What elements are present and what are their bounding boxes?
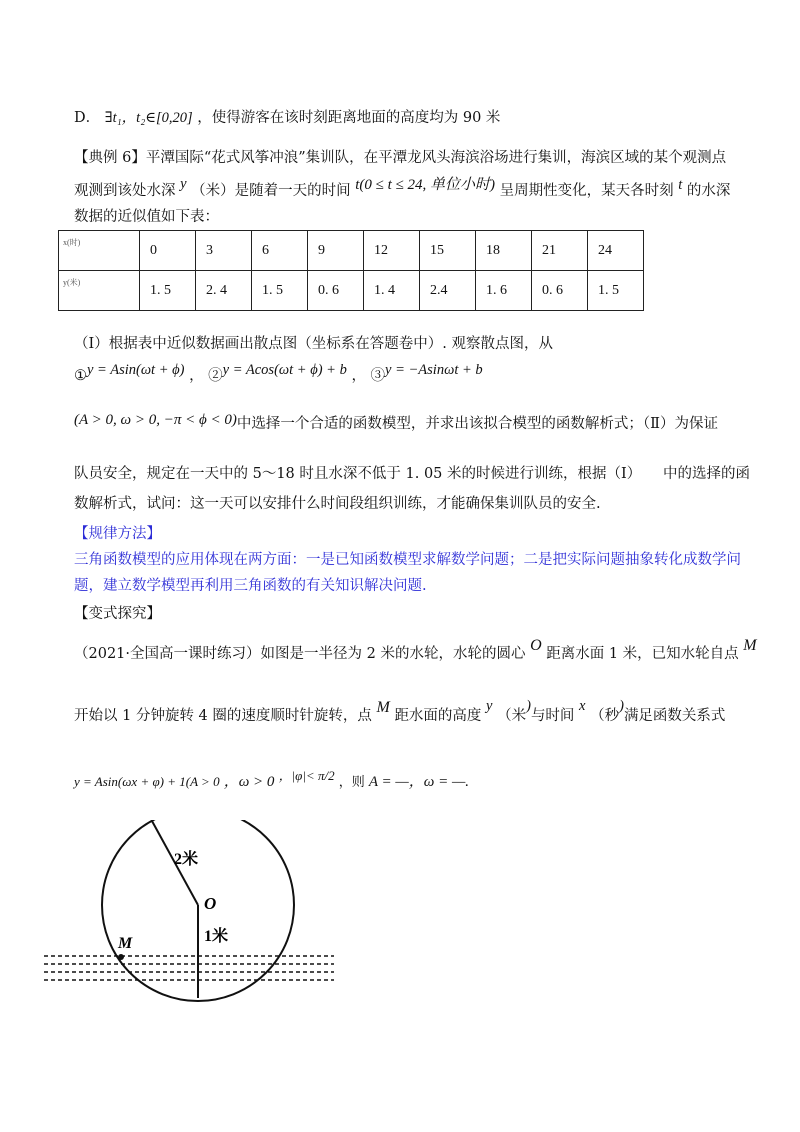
models-sep2: ，	[351, 368, 366, 384]
table-cell: 9	[308, 231, 364, 271]
table-cell: 15	[420, 231, 476, 271]
model1-formula: y = Asin(ωt + ϕ)	[87, 362, 185, 378]
variant-line1-a: （2021·全国高一课时练习）如图是一半径为 2 米的水轮，水轮的圆心	[74, 646, 526, 662]
var-y2: y	[486, 698, 493, 714]
model2-label: ②	[208, 368, 223, 384]
example6-line2-d: 的水深	[686, 183, 731, 199]
var-x: x	[579, 698, 586, 714]
water-wheel-diagram	[44, 820, 344, 1010]
center-label: O	[204, 894, 217, 913]
var-M2: M	[376, 699, 390, 716]
var-paren: )	[526, 698, 531, 714]
table-cell: 21	[532, 231, 588, 271]
height-label: 1米	[204, 928, 229, 945]
example6-line2	[74, 176, 731, 201]
part1-line3-text: 中选择一个合适的函数模型，并求出该拟合模型的函数解析式；（Ⅱ）为保证	[236, 416, 718, 432]
variant-answer: A = —，ω = —.	[368, 774, 470, 790]
water-wheel-figure	[44, 820, 344, 1014]
example6-line3: 数据的近似值如下表：	[74, 209, 219, 225]
point-m-label: M	[118, 935, 133, 952]
variant-line2-b: 距水面的高度	[394, 708, 482, 724]
row-header-y: y(米)	[59, 271, 140, 311]
data-table	[58, 230, 644, 311]
variant-line1-b: 距离水面 1 米，已知水轮自点	[546, 646, 739, 662]
variant-formula: y = Asin(ωx + φ) + 1(A > 0	[74, 774, 220, 789]
table-cell: 0. 6	[308, 271, 364, 311]
point-m-dot	[118, 954, 124, 960]
variant-cond2: ，|φ|< π/2	[278, 768, 335, 783]
table-cell: 1. 4	[364, 271, 420, 311]
example6-line1: 【典例 6】平潭国际“花式风筝冲浪”集训队，在平潭龙风头海滨浴场进行集训，海滨区域的某个观测点	[74, 150, 727, 166]
model3-formula: y = −Asinωt + b	[385, 362, 483, 378]
table-cell: 1. 5	[140, 271, 196, 311]
row-header-t: x(时)	[59, 231, 140, 271]
table-row-t	[59, 231, 644, 271]
table-cell: 0. 6	[532, 271, 588, 311]
table-cell: 3	[196, 231, 252, 271]
option-d-math: ∃t₁，t₂∈[0,20]	[104, 110, 193, 126]
method-line1: 三角函数模型的应用体现在两方面：一是已知函数模型求解数学问题；二是把实际问题抽象转化成数学问	[74, 552, 741, 568]
part1-models	[74, 362, 483, 386]
part1-line3	[74, 414, 718, 434]
example6-line2-b: （米）是随着一天的时间	[191, 183, 351, 199]
model1-label: ①	[74, 368, 87, 384]
example6-line2-a: 观测到该处水深	[74, 183, 176, 199]
variant-line1	[74, 637, 757, 664]
part1-line1: （Ⅰ）根据表中近似数据画出散点图（坐标系在答题卷中）. 观察散点图，从	[74, 336, 553, 352]
table-cell: 1. 5	[588, 271, 644, 311]
option-d-text: ，使得游客在该时刻距离地面的高度均为 90 米	[197, 110, 501, 126]
table-cell: 6	[252, 231, 308, 271]
example6-var-y: y	[180, 176, 187, 192]
model-conditions: (A > 0, ω > 0, −π < ϕ < 0)	[74, 412, 237, 428]
models-sep1: ，	[189, 368, 204, 384]
variant-line2-c: （米	[497, 708, 527, 724]
table-cell: 2.4	[420, 271, 476, 311]
table-cell: 2. 4	[196, 271, 252, 311]
var-O: O	[530, 637, 542, 654]
variant-line2-e: （秒	[590, 708, 620, 724]
variant-line2	[74, 698, 726, 726]
variant-cond1: ，ω > 0	[223, 774, 275, 790]
table-cell: 1. 6	[476, 271, 532, 311]
table-cell: 18	[476, 231, 532, 271]
var-M: M	[743, 637, 757, 654]
model2-formula: y = Acos(ωt + ϕ) + b	[222, 362, 347, 378]
variant-line2-a: 开始以 1 分钟旋转 4 圈的速度顺时针旋转，点	[74, 708, 372, 724]
part1-line5: 数解析式，试问：这一天可以安排什么时间段组织训练，才能确保集训队员的安全.	[74, 496, 601, 512]
option-d	[74, 108, 500, 128]
option-d-label: D．	[74, 110, 101, 126]
radius-label: 2米	[174, 851, 199, 868]
variant-line2-f: 满足函数关系式	[623, 708, 726, 724]
part1-line4: 队员安全，规定在一天中的 5～18 时且水深不低于 1. 05 米的时候进行训练，根据（Ⅰ） 中的选择的函	[74, 466, 750, 482]
method-line2: 题，建立数学模型再利用三角函数的有关知识解决问题.	[74, 578, 427, 594]
variant-line2-d: 与时间	[530, 708, 575, 724]
example6-var-t: t	[678, 177, 683, 193]
variant-tail: ，则	[338, 775, 365, 790]
table-cell: 0	[140, 231, 196, 271]
table-cell: 12	[364, 231, 420, 271]
table-cell: 24	[588, 231, 644, 271]
var-paren2: )	[619, 698, 624, 714]
example6-line2-c: 呈周期性变化，某天各时刻	[499, 183, 674, 199]
table-row-y	[59, 271, 644, 311]
table-cell: 1. 5	[252, 271, 308, 311]
example6-var-t-range: t(0 ≤ t ≤ 24, 单位小时)	[355, 177, 496, 193]
variant-title: 【变式探究】	[74, 606, 161, 622]
model3-label: ③	[370, 368, 386, 384]
method-title: 【规律方法】	[74, 526, 161, 542]
variant-formula-line	[74, 768, 470, 793]
